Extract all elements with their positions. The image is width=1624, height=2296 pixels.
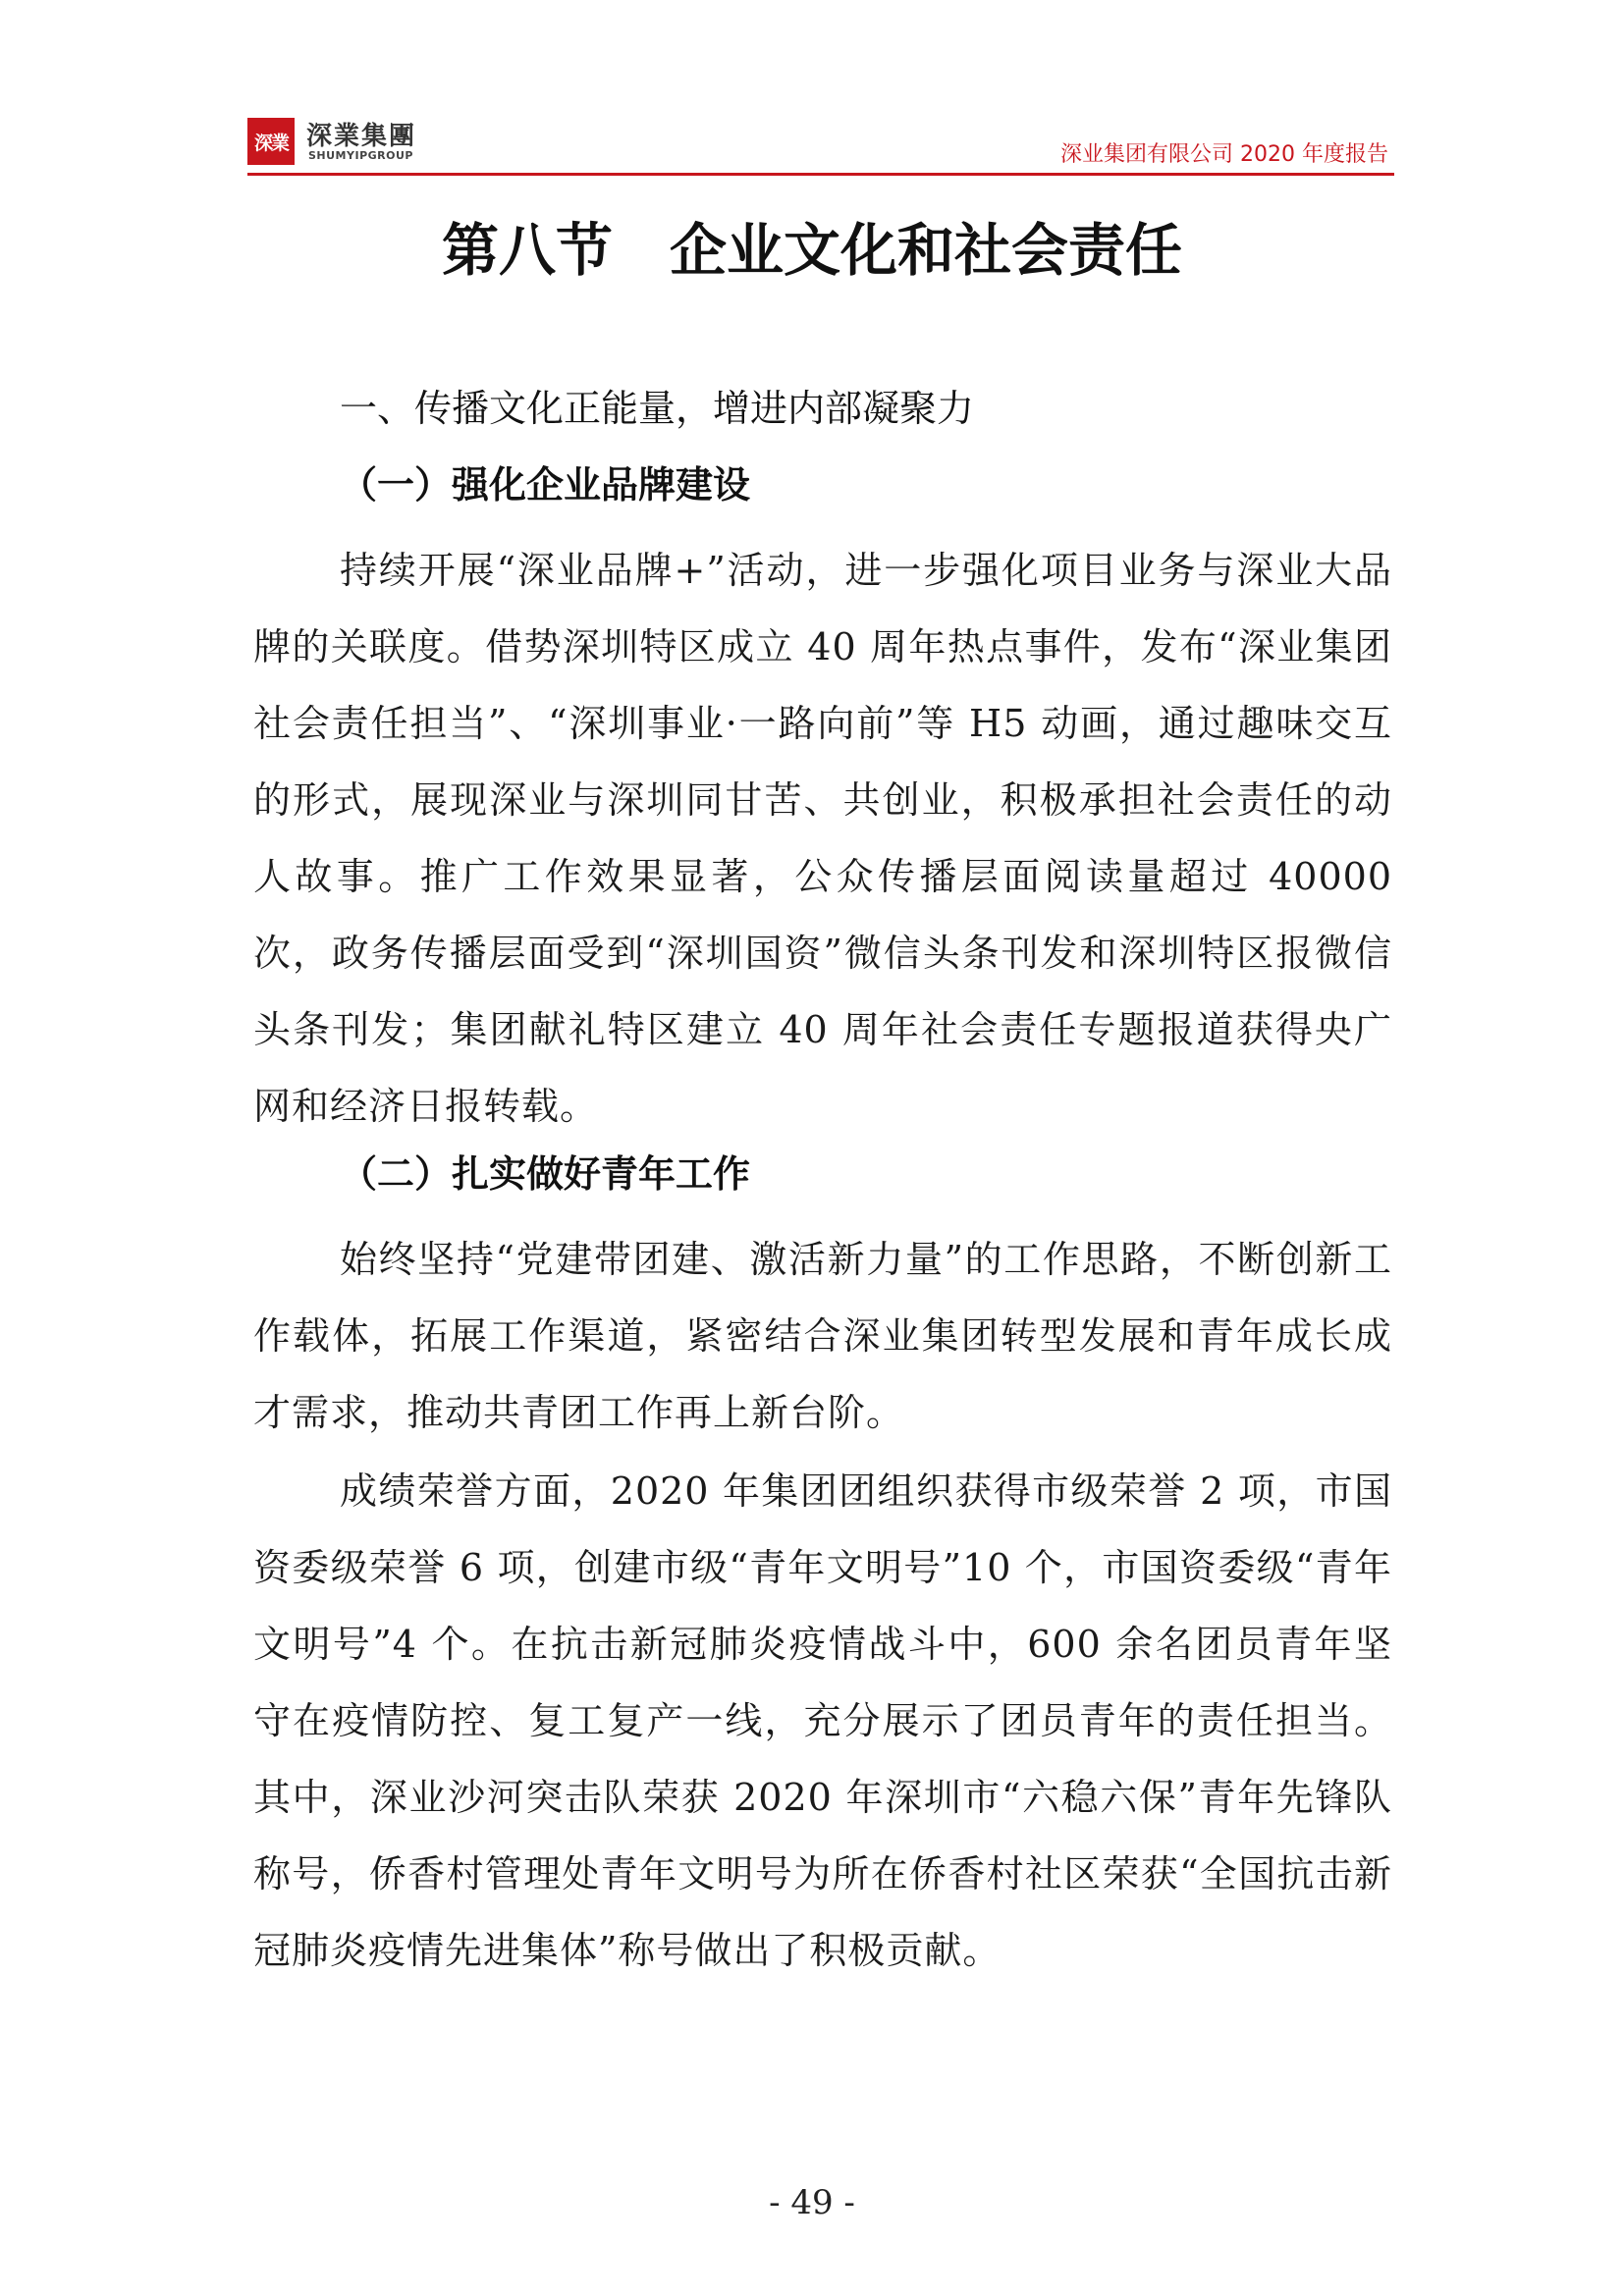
header-rule <box>247 173 1394 176</box>
subsection-heading-brand: （一）强化企业品牌建设 <box>340 462 751 507</box>
paragraph-brand: 持续开展“深业品牌+”活动，进一步强化项目业务与深业大品牌的关联度。借势深圳特区成立 40 周年热点事件，发布“深业集团社会责任担当”、“深圳事业·一路向前”等 H5 动画，通过趣味交互的形式，展现深业与深圳同甘苦、共创业，积极承担社会责任的动人故事。推广工作效果显著，公众传播层面阅读量超过 40000 次，政务传播层面受到“深圳国资”微信头条刊发和深圳特区报微信头条刊发；集团献礼特区建立 40 周年社会责任专题报道获得央广网和经济日报转载。 <box>253 549 1392 1128</box>
paragraph-youth-approach: 始终坚持“党建带团建、激活新力量”的工作思路，不断创新工作载体，拓展工作渠道，紧密结合深业集团转型发展和青年成长成才需求，推动共青团工作再上新台阶。 <box>253 1238 1392 1434</box>
page-header <box>247 112 1394 171</box>
part-heading: 一、传播文化正能量，增进内部凝聚力 <box>340 387 975 430</box>
company-logo-mark: 深業 <box>247 118 295 165</box>
subsection-heading-youth: （二）扎实做好青年工作 <box>340 1151 751 1196</box>
section-title: 第八节 企业文化和社会责任 <box>441 217 1182 284</box>
page-number: - 49 - <box>769 2183 855 2222</box>
paragraph-youth-honors: 成绩荣誉方面，2020 年集团团组织获得市级荣誉 2 项，市国资委级荣誉 6 项，创建市级“青年文明号”10 个，市国资委级“青年文明号”4 个。在抗击新冠肺炎疫情战斗中，600 余名团员青年坚守在疫情防控、复工复产一线，充分展示了团员青年的责任担当。其中，深业沙河突击队荣获 2020 年深圳市“六稳六保”青年先锋队称号，侨香村管理处青年文明号为所在侨香村社区荣获“全国抗击新冠肺炎疫情先进集体”称号做出了积极贡献。 <box>253 1469 1392 1972</box>
company-logo-english: SHUMYIPGROUP <box>308 149 413 162</box>
page-content <box>253 381 1392 1991</box>
company-logo-name: 深業集團 <box>306 122 417 151</box>
report-title: 深业集团有限公司 2020 年度报告 <box>1060 142 1388 167</box>
